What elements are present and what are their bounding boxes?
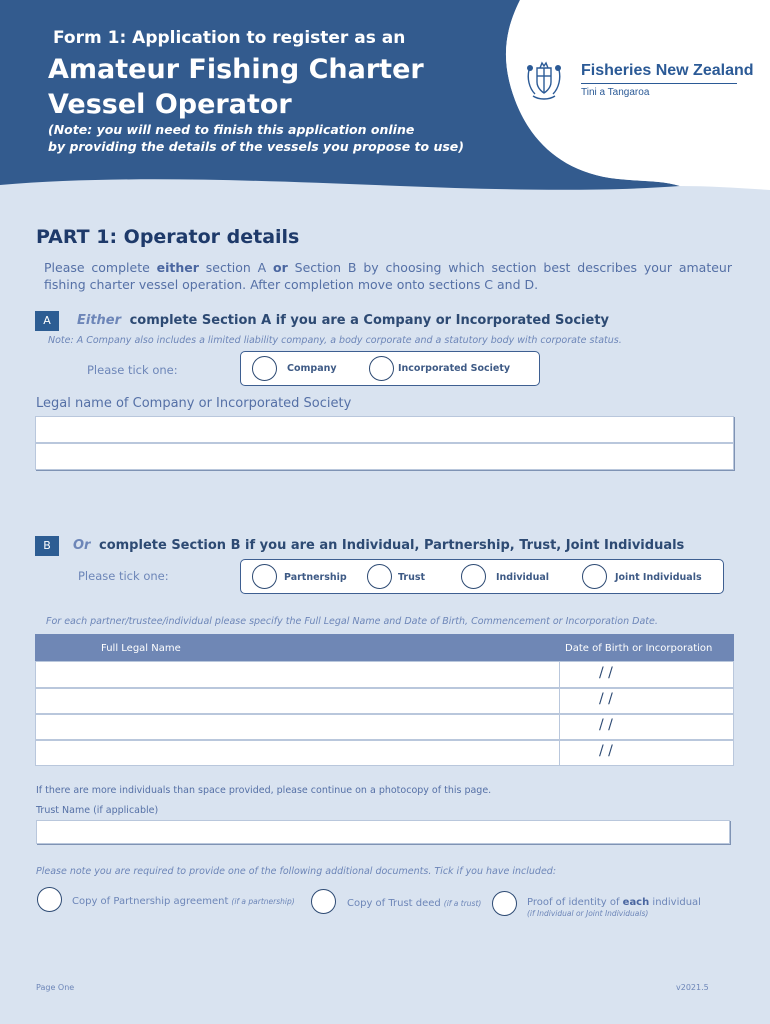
- section-a-note: Note: A Company also includes a limited liability company, a body corporate and a statutory body with corporate status.: [48, 335, 622, 346]
- company-radio[interactable]: [252, 356, 277, 381]
- header-full-legal-name: Full Legal Name: [101, 643, 181, 654]
- individual-label: Individual: [496, 572, 550, 583]
- proof-of-identity-qualifier: (if Individual or Joint Individuals): [527, 909, 649, 918]
- form-note-line1: (Note: you will need to finish this application online: [48, 122, 415, 137]
- partnership-radio[interactable]: [252, 564, 277, 589]
- section-b-note: For each partner/trustee/individual please specify the Full Legal Name and Date of Birth, Commencement or Incorporation Date.: [46, 616, 658, 627]
- proof-of-identity-label: [527, 897, 701, 908]
- partnership-agreement-label: [72, 896, 295, 907]
- form-title-line2: Vessel Operator: [48, 89, 292, 120]
- full-legal-name-cell-2[interactable]: [37, 690, 557, 712]
- trust-label: Trust: [398, 572, 426, 583]
- legal-name-label: Legal name of Company or Incorporated Society: [36, 396, 352, 411]
- logo-name: Fisheries New Zealand: [581, 62, 754, 79]
- full-legal-name-cell-3[interactable]: [37, 716, 557, 738]
- form-title: [48, 52, 424, 122]
- trust-name-label: Trust Name (if applicable): [36, 805, 159, 816]
- form-note: [48, 121, 464, 155]
- part1-title: PART 1: Operator details: [36, 226, 300, 248]
- nz-coat-of-arms-icon: [521, 58, 567, 104]
- full-legal-name-cell-4[interactable]: [37, 742, 557, 764]
- intro-text: Section B by choosing which section best describes your amateur fishing charter vessel operation. After completion move onto sections C and D.: [44, 260, 732, 292]
- part1-intro: [44, 259, 732, 293]
- legal-name-field-2[interactable]: [35, 443, 734, 470]
- date-cell-3[interactable]: / /: [599, 717, 613, 733]
- section-b-lead: Or: [73, 538, 91, 553]
- trust-name-field[interactable]: [36, 820, 730, 844]
- section-a-lead: Either: [77, 313, 122, 328]
- section-b-heading-text: complete Section B if you are an Individual, Partnership, Trust, Joint Individuals: [99, 538, 685, 553]
- documents-note: Please note you are required to provide one of the following additional documents. Tick if you have included:: [36, 866, 557, 877]
- version-label: v2021.5: [676, 983, 709, 992]
- header-date-of-birth: Date of Birth or Incorporation: [565, 643, 713, 654]
- section-b-heading: [73, 538, 684, 553]
- partnership-label: Partnership: [284, 572, 347, 583]
- doc-qualifier: (if a partnership): [231, 897, 295, 906]
- intro-either: either: [156, 260, 199, 275]
- section-a-heading: [77, 313, 609, 328]
- doc-label-text: Copy of Trust deed: [347, 898, 441, 909]
- section-a-badge: A: [35, 311, 59, 331]
- incorporated-society-label: Incorporated Society: [398, 363, 511, 374]
- section-a-tick-prompt: Please tick one:: [87, 363, 178, 377]
- more-individuals-note: If there are more individuals than space provided, please continue on a photocopy of this page.: [36, 785, 492, 796]
- doc-label-text: individual: [649, 897, 701, 908]
- doc-qualifier: (if a trust): [443, 899, 482, 908]
- joint-individuals-label: Joint Individuals: [615, 572, 702, 583]
- date-cell-4[interactable]: / /: [599, 743, 613, 759]
- doc-label-text: Proof of identity of: [527, 897, 623, 908]
- partnership-agreement-checkbox[interactable]: [37, 887, 62, 912]
- trust-deed-label: [347, 898, 481, 909]
- intro-text: section A: [198, 260, 274, 275]
- date-cell-1[interactable]: / /: [599, 665, 613, 681]
- page-number: Page One: [36, 983, 75, 992]
- table-column-divider: [559, 661, 560, 766]
- form-note-line2: by providing the details of the vessels you propose to use): [48, 139, 464, 154]
- proof-of-identity-checkbox[interactable]: [492, 891, 517, 916]
- logo-subtitle: Tini a Tangaroa: [581, 87, 650, 98]
- form-number: Form 1: Application to register as an: [53, 28, 406, 48]
- joint-individuals-radio[interactable]: [582, 564, 607, 589]
- logo-divider: [581, 83, 737, 84]
- intro-or: or: [273, 260, 288, 275]
- legal-name-field-1[interactable]: [35, 416, 734, 443]
- individual-radio[interactable]: [461, 564, 486, 589]
- section-a-heading-text: complete Section A if you are a Company or Incorporated Society: [129, 313, 610, 328]
- trust-radio[interactable]: [367, 564, 392, 589]
- full-legal-name-cell-1[interactable]: [37, 663, 557, 686]
- doc-label-text: Copy of Partnership agreement: [72, 896, 229, 907]
- company-label: Company: [287, 363, 337, 374]
- doc-label-bold: each: [622, 897, 650, 908]
- intro-text: Please complete: [44, 260, 157, 275]
- form-title-line1: Amateur Fishing Charter: [48, 54, 424, 85]
- date-cell-2[interactable]: / /: [599, 691, 613, 707]
- section-b-tick-prompt: Please tick one:: [78, 569, 169, 583]
- incorporated-society-radio[interactable]: [369, 356, 394, 381]
- section-b-badge: B: [35, 536, 59, 556]
- trust-deed-checkbox[interactable]: [311, 889, 336, 914]
